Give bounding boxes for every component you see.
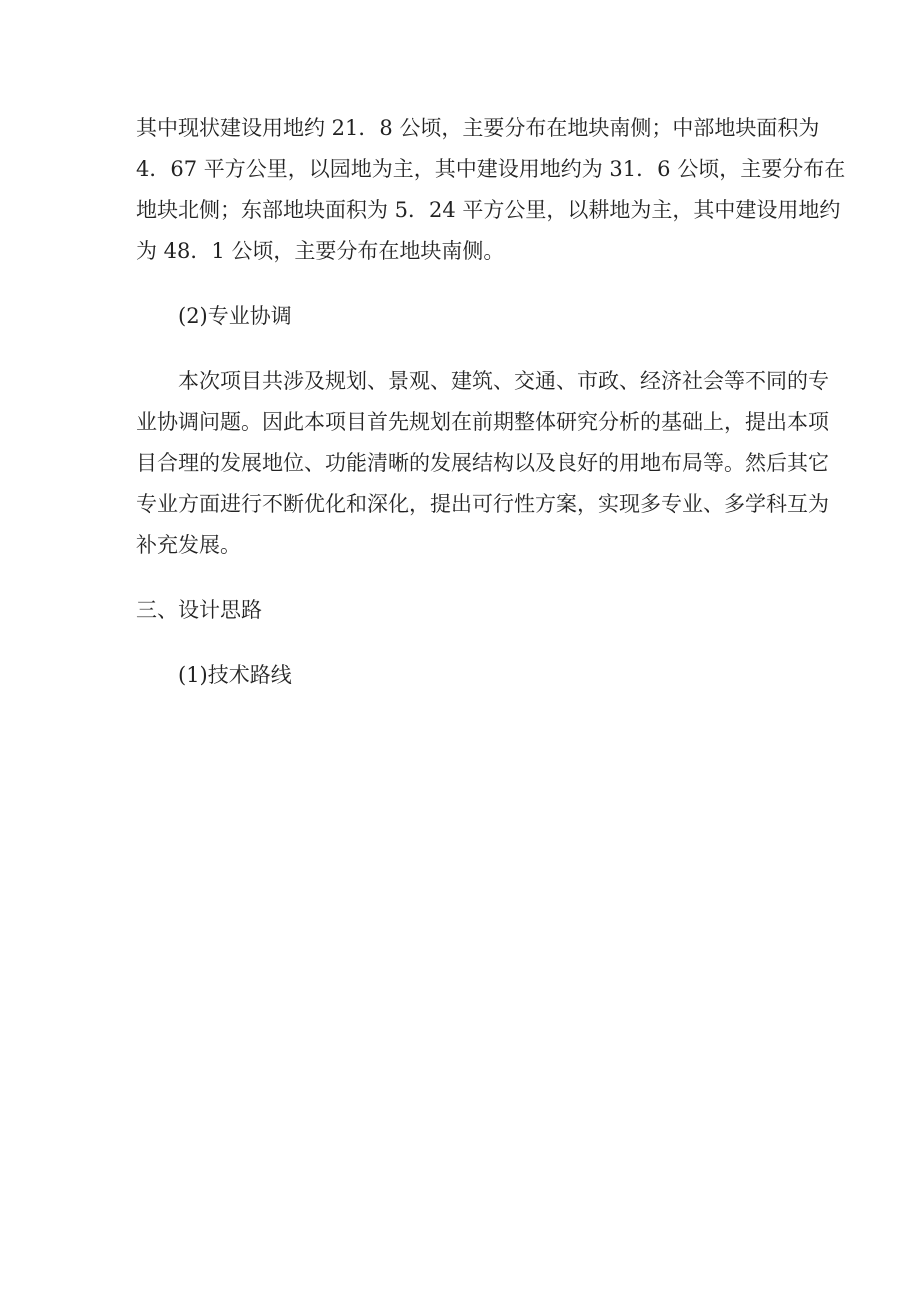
paragraph-line: 专业方面进行不断优化和深化，提出可行性方案，实现多专业、多学科互为 [136,492,829,516]
paragraph-line: 补充发展。 [136,533,241,557]
document-body [136,108,846,696]
paragraph-spacing [136,566,792,590]
paragraph-spacing [136,272,792,296]
paragraph-line: 目合理的发展地位、功能清晰的发展结构以及良好的用地布局等。然后其它 [136,451,829,475]
coordination-paragraph [136,361,829,566]
technical-route-heading: (1)技术路线 [178,663,292,687]
paragraph-line: 地块北侧；东部地块面积为 5．24 平方公里，以耕地为主，其中建设用地约 [136,198,841,222]
paragraph-line: 为 48．1 公顷，主要分布在地块南侧。 [136,239,505,263]
paragraph-line: 本次项目共涉及规划、景观、建筑、交通、市政、经济社会等不同的专 [178,369,829,393]
design-approach-heading: 三、设计思路 [136,598,262,622]
land-area-paragraph [136,108,846,272]
paragraph-line: 其中现状建设用地约 21．8 公顷，主要分布在地块南侧；中部地块面积为 [136,116,820,140]
paragraph-spacing [136,337,792,361]
paragraph-spacing [136,631,792,655]
professional-coordination-heading: (2)专业协调 [178,304,292,328]
paragraph-line: 业协调问题。因此本项目首先规划在前期整体研究分析的基础上，提出本项 [136,410,829,434]
paragraph-line: 4．67 平方公里，以园地为主，其中建设用地约为 31．6 公顷，主要分布在 [136,157,846,181]
